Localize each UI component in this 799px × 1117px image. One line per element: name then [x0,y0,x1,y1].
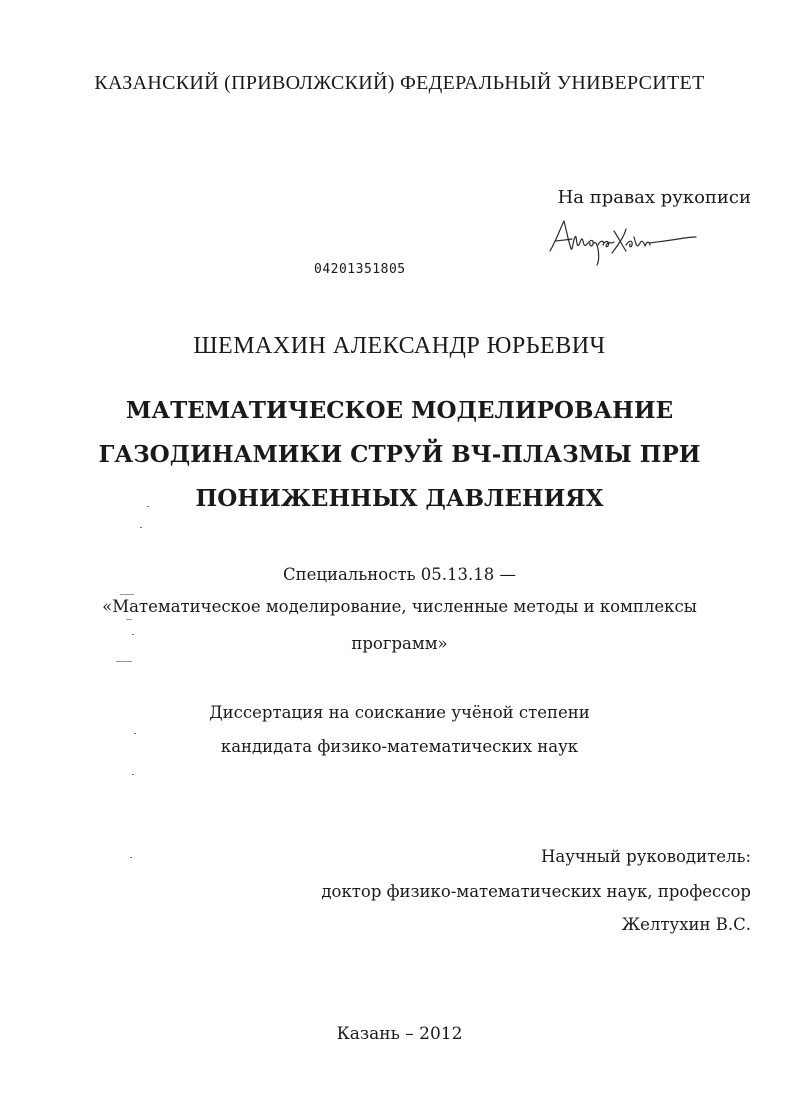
supervisor-label: Научный руководитель: [540,847,751,866]
scan-speck [132,634,134,635]
scan-speck [120,594,134,595]
university-name: КАЗАНСКИЙ (ПРИВОЛЖСКИЙ) ФЕДЕРАЛЬНЫЙ УНИВЕРСИТЕТ [94,72,705,94]
specialty-name: «Математическое моделирование, численные методы и комплексы [102,597,697,616]
dissertation-degree-field: кандидата физико-математических наук [220,737,579,756]
dissertation-degree: Диссертация на соискание учёной степени [209,703,590,722]
thesis-title-line: ГАЗОДИНАМИКИ СТРУЙ ВЧ-ПЛАЗМЫ ПРИ [98,441,701,468]
thesis-title-line: ПОНИЖЕННЫХ ДАВЛЕНИЯХ [195,485,604,512]
city-and-year: Казань – 2012 [336,1024,463,1044]
scan-speck [126,619,132,620]
scan-speck [147,506,149,507]
handwritten-signature [544,215,704,275]
manuscript-rights-note: На правах рукописи [557,187,751,208]
scan-speck [132,774,134,775]
specialty-code: Специальность 05.13.18 — [282,565,517,584]
scan-speck [140,527,142,528]
scan-speck [134,733,136,734]
specialty-name-continued: программ» [351,634,448,653]
author-name: ШЕМАХИН АЛЕКСАНДР ЮРЬЕВИЧ [193,333,606,359]
document-code: 04201351805 [314,262,406,277]
scan-speck [130,857,132,858]
thesis-title-line: МАТЕМАТИЧЕСКОЕ МОДЕЛИРОВАНИЕ [125,397,674,424]
scan-speck [116,661,132,662]
supervisor-name: Желтухин В.С. [621,915,751,934]
supervisor-title: доктор физико-математических наук, профессор [321,882,751,901]
